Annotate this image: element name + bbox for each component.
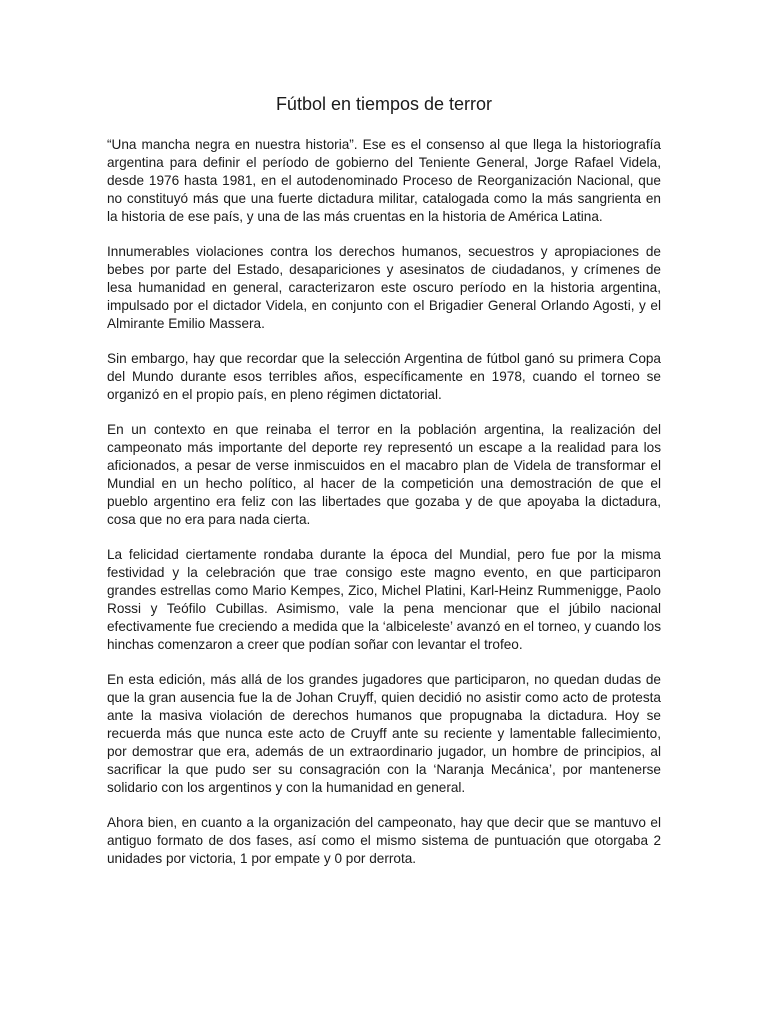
paragraph-7: Ahora bien, en cuanto a la organización del campeonato, hay que decir que se mantuvo el antiguo formato de dos fases, así como el mismo sistema de puntuación que otorgaba 2 unidades por victoria, 1 por empate y 0 por derrota. — [107, 815, 661, 866]
page-title: Fútbol en tiempos de terror — [275, 94, 493, 114]
paragraph-4: En un contexto en que reinaba el terror en la población argentina, la realización del campeonato más importante del deporte rey representó un escape a la realidad para los aficionados, a pesar de verse inmiscuidos en el macabro plan de Videla de transformar el Mundial en un hecho político, al hacer de la competición una demostración de que el pueblo argentino era feliz con las libertades que gozaba y de que apoyaba la dictadura, cosa que no era para nada cierta. — [107, 422, 661, 527]
paragraph-6: En esta edición, más allá de los grandes jugadores que participaron, no quedan dudas de que la gran ausencia fue la de Johan Cruyff, quien decidió no asistir como acto de protesta ante la masiva violación de derechos humanos que propugnaba la dictadura. Hoy se recuerda más que nunca este acto de Cruyff ante su reciente y lamentable fallecimiento, por demostrar que era, además de un extraordinario jugador, un hombre de principios, al sacrificar la que pudo ser su consagración con la ‘Naranja Mecánica’, por mantenerse solidario con los argentinos y con la humanidad en general. — [107, 672, 661, 795]
paragraph-5: La felicidad ciertamente rondaba durante la época del Mundial, pero fue por la misma festividad y la celebración que trae consigo este magno evento, en que participaron grandes estrellas como Mario Kempes, Zico, Michel Platini, Karl-Heinz Rummenigge, Paolo Rossi y Teófilo Cubillas. Asimismo, vale la pena mencionar que el júbilo nacional efectivamente fue creciendo a medida que la ‘albiceleste’ avanzó en el torneo, y cuando los hinchas comenzaron a creer que podían soñar con levantar el trofeo. — [107, 547, 661, 652]
paragraph-1: “Una mancha negra en nuestra historia”. Ese es el consenso al que llega la historiografía argentina para definir el período de gobierno del Teniente General, Jorge Rafael Videla, desde 1976 hasta 1981, en el autodenominado Proceso de Reorganización Nacional, que no constituyó más que una fuerte dictadura militar, catalogada como la más sangrienta en la historia de ese país, y una de las más cruentas en la historia de América Latina. — [107, 137, 661, 224]
paragraph-2: Innumerables violaciones contra los derechos humanos, secuestros y apropiaciones de bebes por parte del Estado, desapariciones y asesinatos de ciudadanos, y crímenes de lesa humanidad en general, caracterizaron este oscuro período en la historia argentina, impulsado por el dictador Videla, en conjunto con el Brigadier General Orlando Agosti, y el Almirante Emilio Massera. — [107, 244, 661, 331]
paragraph-3: Sin embargo, hay que recordar que la selección Argentina de fútbol ganó su primera Copa del Mundo durante esos terribles años, específicamente en 1978, cuando el torneo se organizó en el propio país, en pleno régimen dictatorial. — [107, 351, 661, 402]
document-body — [107, 93, 661, 885]
